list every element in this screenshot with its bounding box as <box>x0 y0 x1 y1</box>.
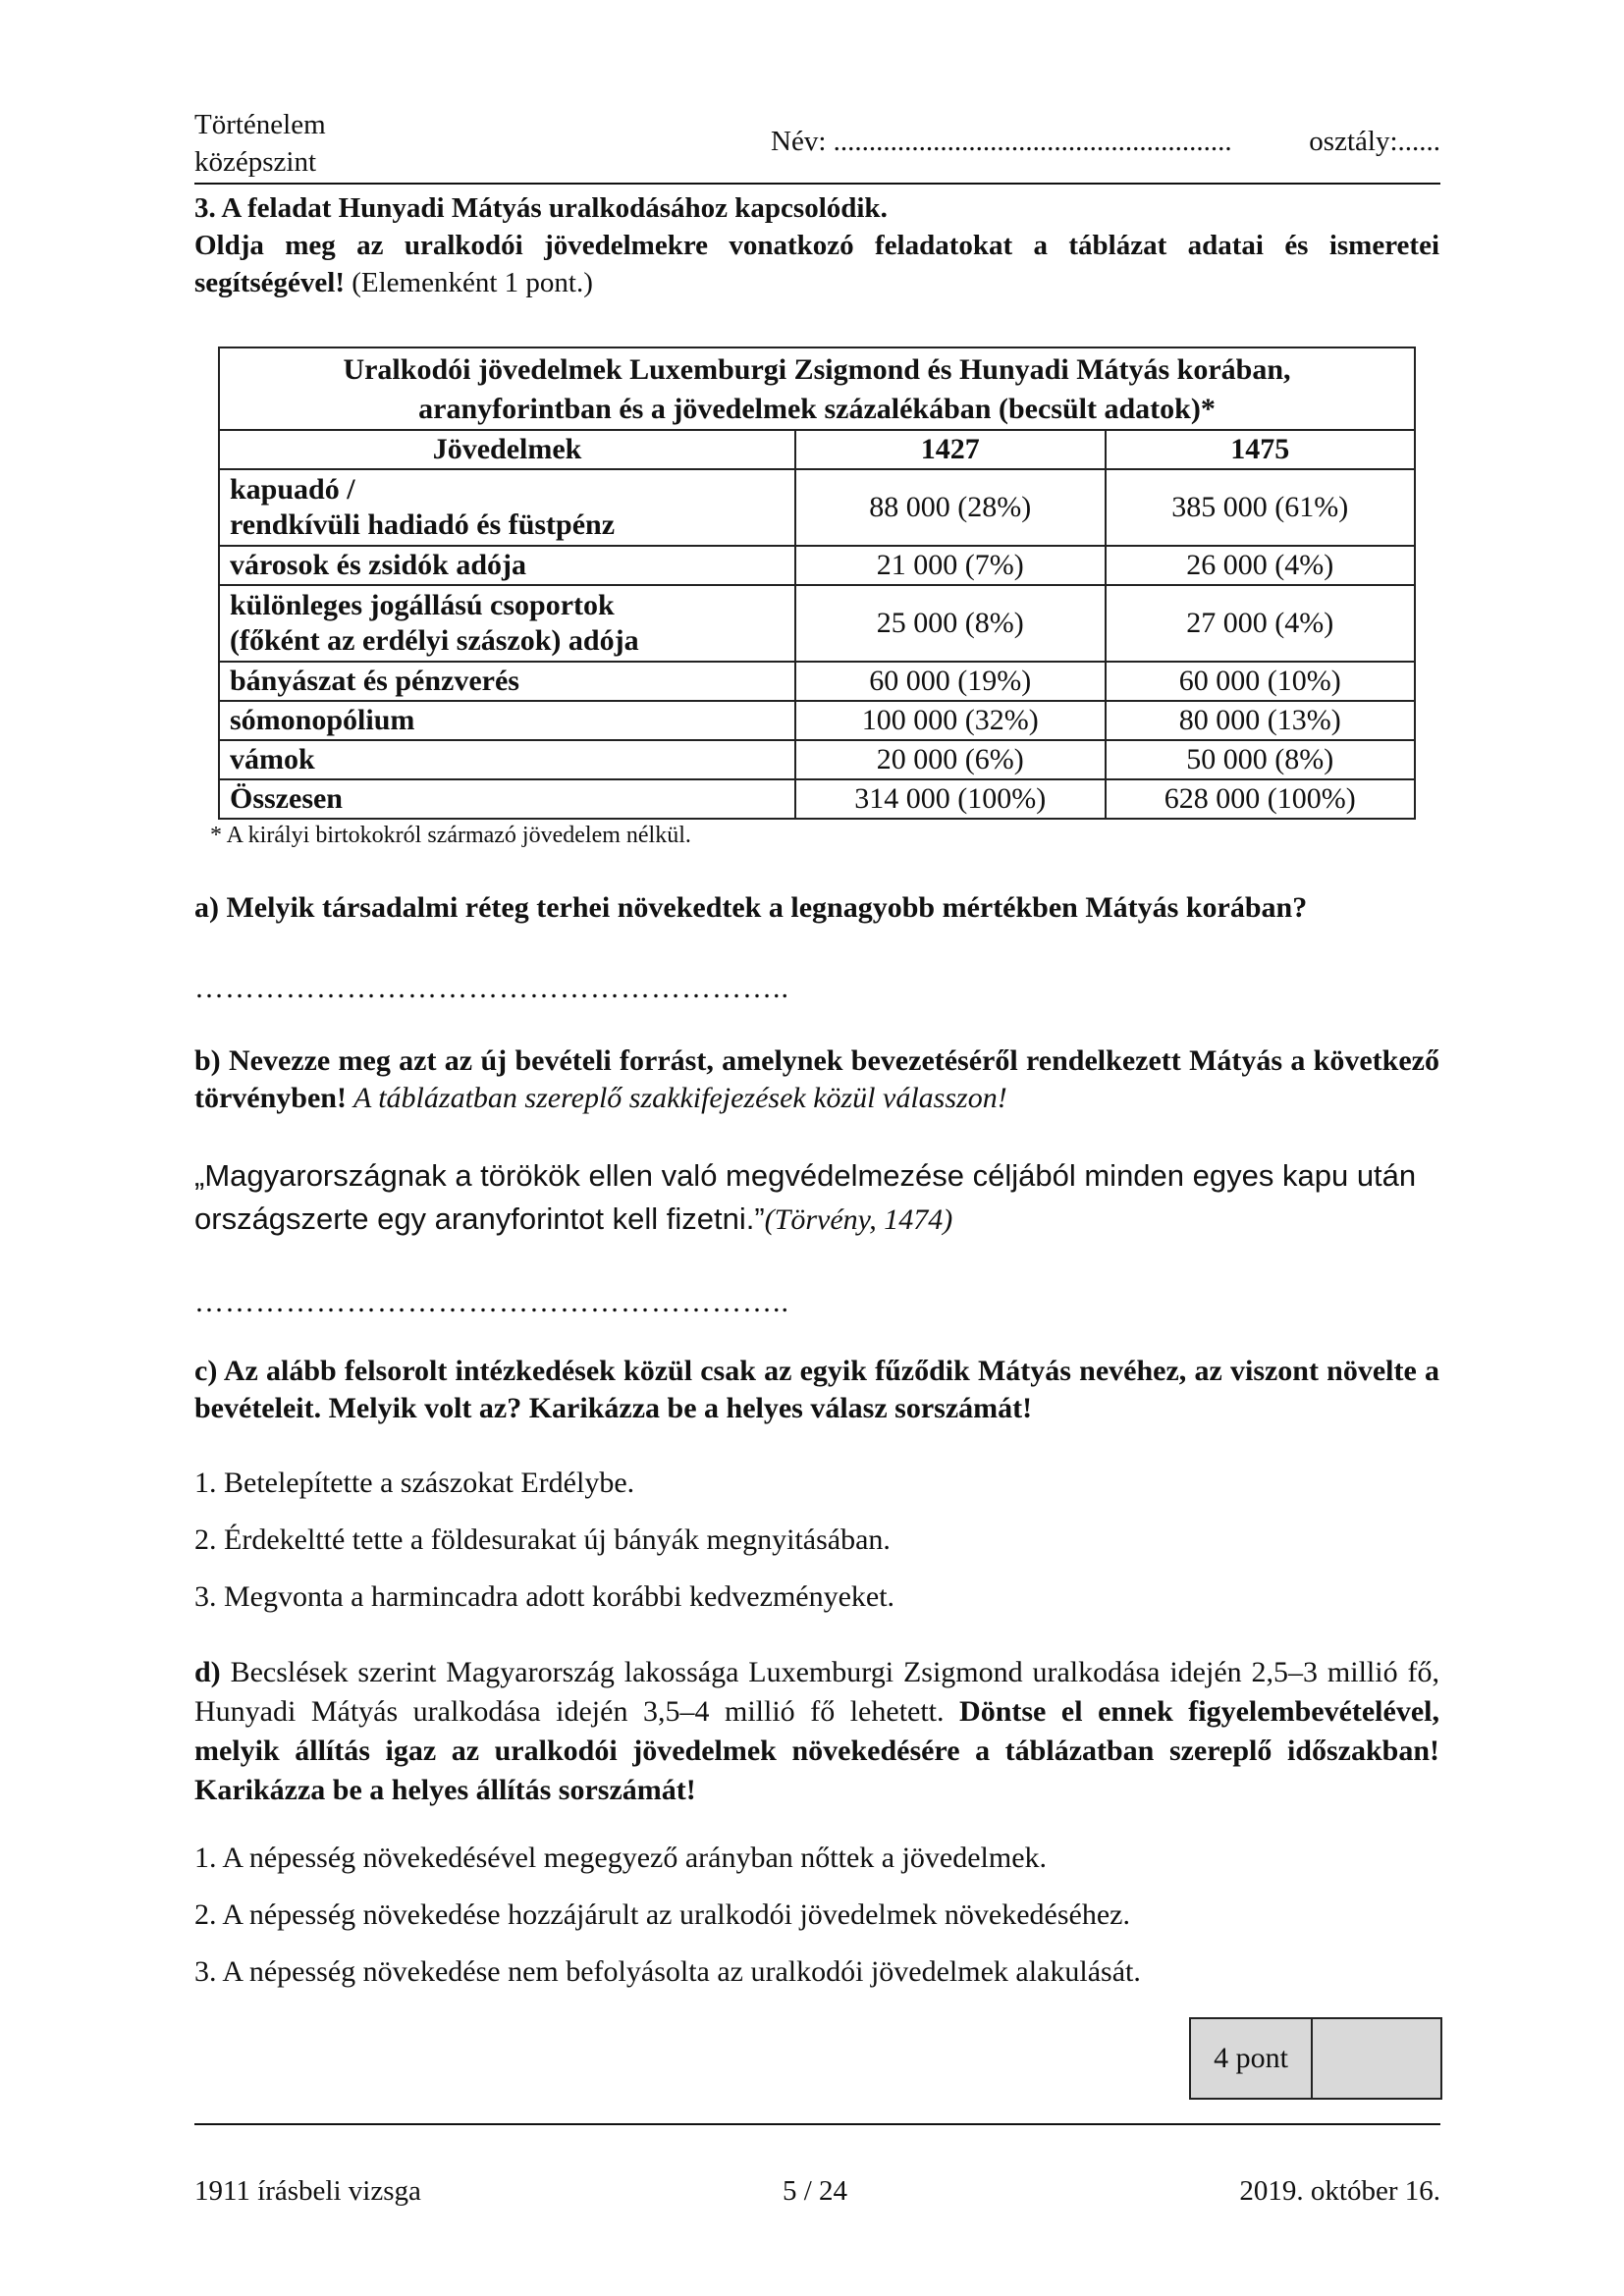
table-row <box>219 585 1415 662</box>
option-c-3[interactable]: 3. Megvonta a harmincadra adott korábbi kedvezményeket. <box>194 1580 895 1613</box>
table-row <box>219 701 1415 740</box>
value-1475: 628 000 (100%) <box>1106 779 1416 819</box>
question-a: a) Melyik társadalmi réteg terhei növekedtek a legnagyobb mértékben Mátyás korában? <box>194 891 1308 924</box>
question-d-context: Becslések szerint Magyarország lakossága Luxemburgi Zsigmond uralkodása idején 2,5–3 millió fő, Hunyadi Mátyás uralkodása idején 3,5–4 millió fő lehetett. <box>194 1656 1439 1728</box>
law-quote-source: (Törvény, 1474) <box>764 1203 953 1236</box>
law-quote-text: „Magyarországnak a törökök ellen való megvédelmezése céljából minden egyes kapu után országszerte egy aranyforintot kell fizetni.” <box>194 1158 1417 1236</box>
answer-line-b[interactable]: ………………………………………………….. <box>194 1286 789 1318</box>
table-footnote: * A királyi birtokokról származó jövedelem nélkül. <box>210 823 691 848</box>
header-divider <box>194 183 1440 185</box>
task-intro <box>194 189 1439 301</box>
row-label: bányászat és pénzverés <box>219 662 795 701</box>
answer-line-a[interactable]: ………………………………………………….. <box>194 972 789 1004</box>
question-b-text: b) Nevezze meg azt az új bevételi forrást, amelynek bevezetéséről rendelkezett Mátyás a következő törvényben! <box>194 1044 1439 1114</box>
question-d-label: d) <box>194 1656 221 1688</box>
footer-date: 2019. október 16. <box>1239 2175 1440 2207</box>
value-1475: 27 000 (4%) <box>1106 585 1416 662</box>
column-header: Jövedelmek <box>219 430 795 469</box>
column-header: 1427 <box>795 430 1105 469</box>
option-d-3[interactable]: 3. A népesség növekedése nem befolyásolta az uralkodói jövedelmek alakulását. <box>194 1955 1141 1988</box>
subject-label: Történelem <box>194 109 326 140</box>
name-field: Név: ........................................................ <box>771 126 1232 157</box>
value-1475: 80 000 (13%) <box>1106 701 1416 740</box>
row-label: városok és zsidók adója <box>219 546 795 585</box>
table-row <box>219 740 1415 779</box>
table-row <box>219 469 1415 546</box>
row-label: kapuadó / rendkívüli hadiadó és füstpénz <box>219 469 795 546</box>
value-1475: 60 000 (10%) <box>1106 662 1416 701</box>
table-row-total <box>219 779 1415 819</box>
question-b <box>194 1042 1439 1117</box>
value-1475: 50 000 (8%) <box>1106 740 1416 779</box>
question-d-instruction: Döntse el ennek figyelembevételével, melyik állítás igaz az uralkodói jövedelmek növekedésére a táblázatban szereplő időszakban! Karikázza be a helyes állítás sorszámát! <box>194 1695 1439 1806</box>
value-1427: 21 000 (7%) <box>795 546 1105 585</box>
task-title: 3. A feladat Hunyadi Mátyás uralkodásához kapcsolódik. <box>194 192 888 224</box>
value-1427: 100 000 (32%) <box>795 701 1105 740</box>
value-1475: 385 000 (61%) <box>1106 469 1416 546</box>
footer-page-number: 5 / 24 <box>783 2175 848 2207</box>
row-label: különleges jogállású csoportok (főként az erdélyi szászok) adója <box>219 585 795 662</box>
score-label: 4 pont <box>1191 2019 1313 2098</box>
question-d <box>194 1653 1439 1810</box>
option-d-1[interactable]: 1. A népesség növekedésével megegyező arányban nőttek a jövedelmek. <box>194 1842 1048 1874</box>
page-header-subject <box>194 106 326 181</box>
value-1427: 20 000 (6%) <box>795 740 1105 779</box>
score-box <box>1189 2017 1442 2100</box>
table-caption <box>219 347 1415 430</box>
table-caption-line-2: aranyforintban és a jövedelmek százalékában (becsült adatok)* <box>418 393 1216 425</box>
question-c: c) Az alább felsorolt intézkedések közül csak az egyik fűződik Mátyás nevéhez, az viszont növelte a bevételeit. Melyik volt az? Karikázza be a helyes válasz sorszámát! <box>194 1355 1439 1424</box>
row-label: sómonopólium <box>219 701 795 740</box>
footer-exam-code: 1911 írásbeli vizsga <box>194 2175 421 2207</box>
value-1427: 25 000 (8%) <box>795 585 1105 662</box>
table-row <box>219 546 1415 585</box>
class-field: osztály:...... <box>1309 126 1440 157</box>
value-1427: 60 000 (19%) <box>795 662 1105 701</box>
column-header: 1475 <box>1106 430 1416 469</box>
option-c-2[interactable]: 2. Érdekeltté tette a földesurakat új bányák megnyitásában. <box>194 1523 891 1556</box>
level-label: középszint <box>194 146 317 178</box>
footer-divider <box>194 2123 1440 2125</box>
question-b-hint: A táblázatban szereplő szakkifejezések közül válasszon! <box>346 1082 1007 1114</box>
task-instruction: Oldja meg az uralkodói jövedelmekre vonatkozó feladatokat a táblázat adatai és ismeretei segítségével! <box>194 230 1439 298</box>
option-d-2[interactable]: 2. A népesség növekedése hozzájárult az uralkodói jövedelmek növekedéséhez. <box>194 1898 1130 1931</box>
value-1475: 26 000 (4%) <box>1106 546 1416 585</box>
task-scoring-note: (Elemenként 1 pont.) <box>345 267 593 298</box>
row-label: Összesen <box>219 779 795 819</box>
table-row <box>219 662 1415 701</box>
table-caption-line-1: Uralkodói jövedelmek Luxemburgi Zsigmond és Hunyadi Mátyás korában, <box>343 353 1291 386</box>
law-quote <box>194 1154 1439 1242</box>
value-1427: 88 000 (28%) <box>795 469 1105 546</box>
revenue-table <box>218 347 1416 820</box>
row-label: vámok <box>219 740 795 779</box>
option-c-1[interactable]: 1. Betelepítette a szászokat Erdélybe. <box>194 1467 635 1499</box>
value-1427: 314 000 (100%) <box>795 779 1105 819</box>
score-entry-field[interactable] <box>1313 2019 1440 2098</box>
table-header-row <box>219 430 1415 469</box>
